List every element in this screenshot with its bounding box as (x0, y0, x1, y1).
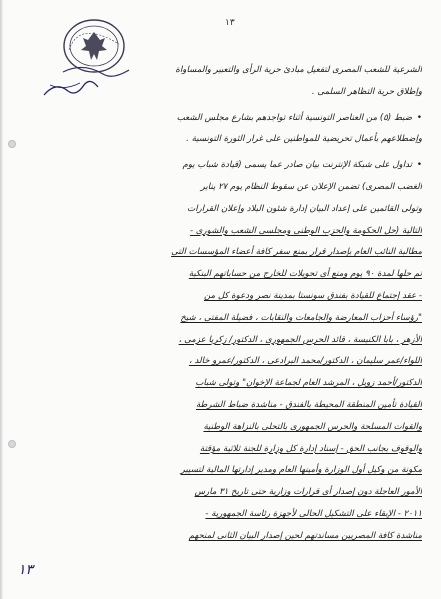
document-line (22, 199, 422, 221)
document-line (22, 308, 422, 330)
document-line (22, 129, 422, 151)
document-body (22, 60, 422, 548)
document-line-text: "رؤساء أحزاب المعارضة والجامعات والنقابات ، فضيلة المفتى ، شيخ (180, 312, 422, 323)
document-line (22, 417, 422, 439)
document-line (22, 155, 422, 177)
document-line-text: القيادة تأمين المنطقة المحيطة بالفندق - مناشدة ضباط الشرطة (195, 399, 422, 410)
document-line-text: اللواء/عمر سليمان ، الدكتور/محمد البرادعى ، الدكتور/عمرو خالد ، (188, 356, 422, 367)
document-line-text: مناشدة كافة المصريين مساندتهم لحين إصدار البيان الثانى لمنحهم (188, 530, 422, 541)
document-line (22, 526, 422, 548)
bullet-icon: • (416, 112, 422, 123)
document-line (22, 351, 422, 373)
document-line (22, 82, 422, 104)
document-line-text: الشرعية للشعب المصرى لتفعيل مبادئ حرية الرأى والتعبير والمساواة (175, 65, 422, 75)
document-line-text: مكونة من وكيل أول الوزارة وأمينها العام ومدير إدارتها المالية لتسيير (180, 465, 422, 476)
document-line (22, 264, 422, 286)
binder-hole-icon (8, 440, 16, 448)
document-line-text: ٢٠١١ - الإبقاء على التشكيل الحالى لأجهزة رئاسة الجمهورية - (205, 508, 422, 519)
page-edge-shadow (0, 0, 3, 599)
document-line (22, 482, 422, 504)
document-line-text: - عقد إجتماع للقيادة بفندق سونستا بمدينة نصر ودعوة كل من (203, 290, 422, 301)
document-line-text: وإطلاق حرية التظاهر السلمى . (311, 86, 422, 97)
document-line (22, 177, 422, 199)
document-line (22, 330, 422, 352)
document-line-text: الأمور العاجلة دون إصدار أى قرارات وزارية حتى تاريخ ٣١ مارس (194, 487, 422, 498)
document-line (22, 108, 422, 130)
document-line-text: تداول على شبكة الإنترنت بيان صادر عما يسمى (قيادة شباب يوم (182, 160, 412, 171)
page-number: ١٣ (225, 18, 235, 28)
document-line-text: والوقوف بجانب الحق - إسناد إدارة كل وزارة للجنة ثلاثية مؤقتة (199, 443, 422, 454)
document-line-text: ضبط (٥) من العناصر التونسية أثناء تواجدهم بشارع مجلس الشعب (176, 112, 412, 123)
binder-hole-icon (8, 140, 16, 148)
document-line-text: التالية (حل الحكومة والحزب الوطنى ومجلسى الشعب والشورى - (189, 225, 422, 236)
document-line (22, 373, 422, 395)
document-line (22, 395, 422, 417)
document-line (22, 504, 422, 526)
document-line (22, 439, 422, 461)
document-line (22, 460, 422, 482)
document-line-text: وإضطلاعهم بأعمال تحريضية للمواطنين على غرار الثورة التونسية . (186, 134, 422, 145)
document-line (22, 60, 422, 82)
document-line-text: تم حلها لمدة ٩٠ يوم ومنع أى تحويلات للخارج من حساباتهم البنكية (188, 269, 422, 280)
document-line (22, 221, 422, 243)
document-line-text: مطالبة النائب العام بإصدار قرار بمنع سفر كافة أعضاء المؤسسات التى (171, 247, 422, 258)
document-line (22, 242, 422, 264)
bullet-icon: • (416, 160, 422, 171)
document-line-text: الأزهر ، بابا الكنيسة ، قائد الحرس الجمهورى ، الدكتور/ زكريا عزمى ، (178, 334, 422, 345)
document-line (22, 286, 422, 308)
document-line-text: والقوات المسلحة والحرس الجمهورى بالتحلى بالنزاهة الوطنية (203, 421, 422, 432)
document-line-text: الدكتور/أحمد زويل ، المرشد العام لجماعة الإخوان" وتولى شباب (195, 378, 422, 389)
handwritten-margin-number: ١٣ (18, 562, 34, 578)
document-line-text: الغضب المصرى) تضمن الإعلان عن سقوط النظام يوم ٢٧ يناير (200, 181, 422, 192)
document-line-text: وتولى القائمين على إعداد البيان إدارة شئون البلاد وإعلان القرارات (187, 203, 422, 214)
